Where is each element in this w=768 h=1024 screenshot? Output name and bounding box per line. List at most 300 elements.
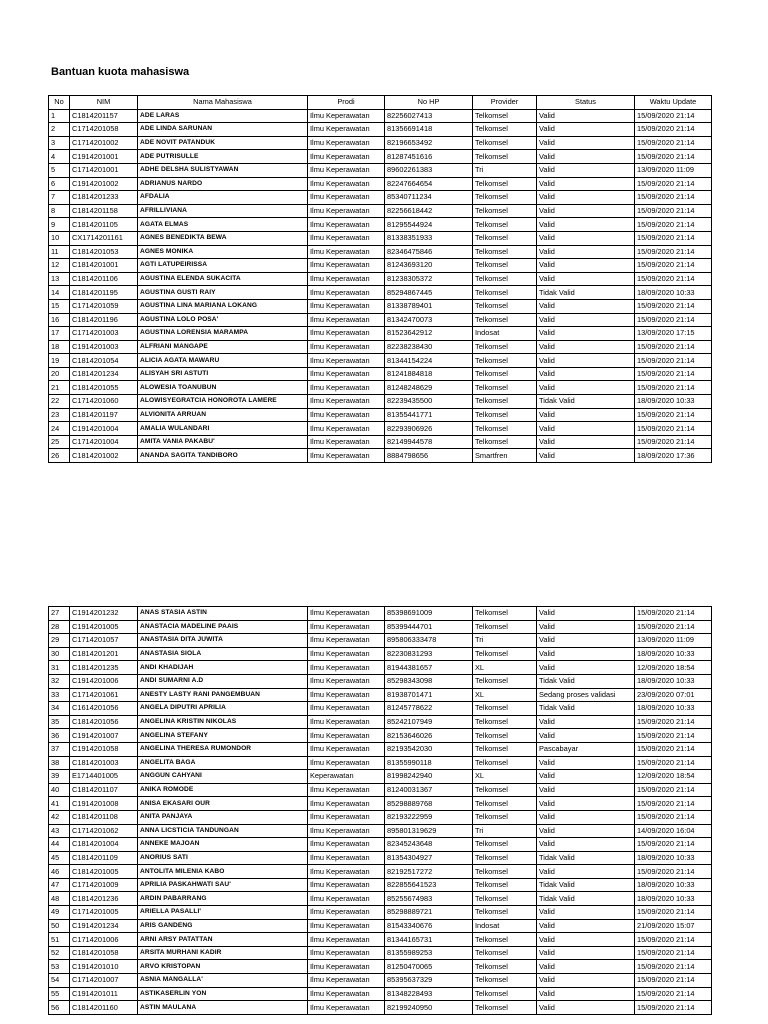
cell-nim: C1814201160 — [70, 1001, 138, 1015]
table-row — [49, 810, 712, 824]
table-row — [49, 702, 712, 716]
cell-nim: C1714201002 — [70, 136, 138, 150]
cell-waktu-update: 15/09/2020 21:14 — [635, 797, 712, 811]
cell-no-hp: 82345243648 — [385, 838, 473, 852]
cell-waktu-update: 14/09/2020 16:04 — [635, 824, 712, 838]
header-status: Status — [537, 96, 635, 110]
cell-nama: ANASTASIA DITA JUWITA — [138, 634, 308, 648]
cell-prodi: Ilmu Keperawatan — [308, 878, 385, 892]
cell-provider: Telkomsel — [473, 906, 537, 920]
table-row — [49, 109, 712, 123]
cell-no: 55 — [49, 987, 70, 1001]
cell-nama: ADE LINDA SARUNAN — [138, 123, 308, 137]
table-body-page-2 — [49, 607, 712, 1015]
cell-waktu-update: 15/09/2020 21:14 — [635, 313, 712, 327]
cell-nim: C1914201002 — [70, 177, 138, 191]
cell-no: 9 — [49, 218, 70, 232]
cell-no: 40 — [49, 783, 70, 797]
cell-status: Tidak Valid — [537, 674, 635, 688]
cell-waktu-update: 15/09/2020 21:14 — [635, 435, 712, 449]
cell-prodi: Ilmu Keperawatan — [308, 688, 385, 702]
cell-provider: Telkomsel — [473, 702, 537, 716]
cell-no: 24 — [49, 422, 70, 436]
cell-no-hp: 81338351933 — [385, 231, 473, 245]
cell-no-hp: 85242107949 — [385, 715, 473, 729]
cell-no: 26 — [49, 449, 70, 463]
table-row — [49, 647, 712, 661]
cell-waktu-update: 13/09/2020 17:15 — [635, 327, 712, 341]
cell-nim: C1914201005 — [70, 620, 138, 634]
cell-prodi: Keperawatan — [308, 770, 385, 784]
cell-nama: AGUSTINA ELENDA SUKACITA — [138, 272, 308, 286]
cell-prodi: Ilmu Keperawatan — [308, 191, 385, 205]
table-row — [49, 661, 712, 675]
cell-no-hp: 8884798656 — [385, 449, 473, 463]
cell-no-hp: 82238238430 — [385, 340, 473, 354]
cell-waktu-update: 18/09/2020 10:33 — [635, 395, 712, 409]
cell-nama: ANESTY LASTY RANI PANGEMBUAN — [138, 688, 308, 702]
cell-waktu-update: 15/09/2020 21:14 — [635, 906, 712, 920]
cell-status: Valid — [537, 435, 635, 449]
cell-no-hp: 81238305372 — [385, 272, 473, 286]
cell-no-hp: 82193542030 — [385, 742, 473, 756]
cell-no-hp: 81342470073 — [385, 313, 473, 327]
cell-prodi: Ilmu Keperawatan — [308, 946, 385, 960]
cell-nama: ADE NOVIT PATANDUK — [138, 136, 308, 150]
cell-waktu-update: 15/09/2020 21:14 — [635, 259, 712, 273]
cell-status: Sedang proses validasi — [537, 688, 635, 702]
table-row — [49, 946, 712, 960]
cell-waktu-update: 12/09/2020 18:54 — [635, 770, 712, 784]
cell-status: Valid — [537, 299, 635, 313]
cell-no: 43 — [49, 824, 70, 838]
cell-nama: AFRILLIVIANA — [138, 204, 308, 218]
cell-provider: Telkomsel — [473, 299, 537, 313]
cell-provider: Telkomsel — [473, 435, 537, 449]
cell-waktu-update: 18/09/2020 17:36 — [635, 449, 712, 463]
cell-prodi: Ilmu Keperawatan — [308, 340, 385, 354]
cell-status: Valid — [537, 163, 635, 177]
cell-no: 35 — [49, 715, 70, 729]
cell-no: 34 — [49, 702, 70, 716]
cell-nim: C1714201061 — [70, 688, 138, 702]
cell-no: 48 — [49, 892, 70, 906]
cell-prodi: Ilmu Keperawatan — [308, 136, 385, 150]
cell-status: Valid — [537, 797, 635, 811]
cell-nim: C1914201004 — [70, 422, 138, 436]
cell-nama: AGUSTINA LINA MARIANA LOKANG — [138, 299, 308, 313]
cell-waktu-update: 15/09/2020 21:14 — [635, 177, 712, 191]
cell-status: Valid — [537, 422, 635, 436]
cell-status: Valid — [537, 946, 635, 960]
cell-waktu-update: 15/09/2020 21:14 — [635, 109, 712, 123]
cell-no-hp: 81250470065 — [385, 960, 473, 974]
cell-nama: ANISA EKASARI OUR — [138, 797, 308, 811]
cell-status: Valid — [537, 245, 635, 259]
cell-provider: Tri — [473, 163, 537, 177]
cell-nama: ADE PUTRISULLE — [138, 150, 308, 164]
cell-nim: C1814201105 — [70, 218, 138, 232]
student-table-page-2 — [48, 606, 712, 1015]
cell-nama: AGUSTINA LOLO POSA' — [138, 313, 308, 327]
cell-status: Valid — [537, 123, 635, 137]
cell-no: 22 — [49, 395, 70, 409]
cell-waktu-update: 18/09/2020 10:33 — [635, 702, 712, 716]
cell-provider: Telkomsel — [473, 136, 537, 150]
cell-status: Tidak Valid — [537, 878, 635, 892]
cell-no-hp: 85395637329 — [385, 974, 473, 988]
cell-no-hp: 895801319629 — [385, 824, 473, 838]
cell-nama: ARIELLA PASALLI' — [138, 906, 308, 920]
cell-no: 19 — [49, 354, 70, 368]
cell-no: 3 — [49, 136, 70, 150]
cell-status: Valid — [537, 272, 635, 286]
cell-no-hp: 81344154224 — [385, 354, 473, 368]
cell-no-hp: 81344165731 — [385, 933, 473, 947]
cell-provider: XL — [473, 770, 537, 784]
cell-provider: Telkomsel — [473, 810, 537, 824]
cell-no: 28 — [49, 620, 70, 634]
cell-no: 25 — [49, 435, 70, 449]
cell-no-hp: 82293906926 — [385, 422, 473, 436]
cell-status: Tidak Valid — [537, 892, 635, 906]
cell-prodi: Ilmu Keperawatan — [308, 742, 385, 756]
cell-prodi: Ilmu Keperawatan — [308, 824, 385, 838]
cell-status: Valid — [537, 259, 635, 273]
table-row — [49, 729, 712, 743]
cell-prodi: Ilmu Keperawatan — [308, 381, 385, 395]
cell-provider: Indosat — [473, 919, 537, 933]
cell-no-hp: 81944381657 — [385, 661, 473, 675]
table-row — [49, 204, 712, 218]
table-row — [49, 987, 712, 1001]
cell-status: Valid — [537, 109, 635, 123]
cell-waktu-update: 15/09/2020 21:14 — [635, 987, 712, 1001]
cell-no: 33 — [49, 688, 70, 702]
cell-no-hp: 81354304927 — [385, 851, 473, 865]
table-row — [49, 715, 712, 729]
cell-nim: C1814201053 — [70, 245, 138, 259]
cell-no: 23 — [49, 408, 70, 422]
cell-provider: Telkomsel — [473, 892, 537, 906]
cell-provider: Telkomsel — [473, 204, 537, 218]
cell-no: 49 — [49, 906, 70, 920]
cell-no: 8 — [49, 204, 70, 218]
cell-nim: C1814201236 — [70, 892, 138, 906]
cell-nim: C1814201158 — [70, 204, 138, 218]
table-row — [49, 742, 712, 756]
cell-provider: Telkomsel — [473, 838, 537, 852]
cell-prodi: Ilmu Keperawatan — [308, 674, 385, 688]
cell-prodi: Ilmu Keperawatan — [308, 647, 385, 661]
cell-nama: ALOWESIA TOANUBUN — [138, 381, 308, 395]
cell-provider: Telkomsel — [473, 218, 537, 232]
cell-waktu-update: 18/09/2020 10:33 — [635, 286, 712, 300]
cell-waktu-update: 15/09/2020 21:14 — [635, 960, 712, 974]
table-row — [49, 906, 712, 920]
cell-no: 29 — [49, 634, 70, 648]
cell-waktu-update: 15/09/2020 21:14 — [635, 231, 712, 245]
cell-nama: ANASTACIA MADELINE PAAIS — [138, 620, 308, 634]
cell-waktu-update: 15/09/2020 21:14 — [635, 354, 712, 368]
cell-status: Valid — [537, 810, 635, 824]
table-row — [49, 218, 712, 232]
cell-nama: APRILIA PASKAHWATI SAU' — [138, 878, 308, 892]
cell-nim: C1814201195 — [70, 286, 138, 300]
cell-waktu-update: 15/09/2020 21:14 — [635, 381, 712, 395]
cell-waktu-update: 18/09/2020 10:33 — [635, 892, 712, 906]
cell-prodi: Ilmu Keperawatan — [308, 919, 385, 933]
table-row — [49, 136, 712, 150]
cell-nama: ASTIN MAULANA — [138, 1001, 308, 1015]
cell-nim: C1914201058 — [70, 742, 138, 756]
cell-status: Valid — [537, 354, 635, 368]
cell-no: 4 — [49, 150, 70, 164]
cell-nim: C1814201201 — [70, 647, 138, 661]
cell-prodi: Ilmu Keperawatan — [308, 620, 385, 634]
cell-nim: C1714201003 — [70, 327, 138, 341]
table-row — [49, 422, 712, 436]
cell-no: 37 — [49, 742, 70, 756]
cell-nama: ANGELINA STEFANY — [138, 729, 308, 743]
cell-nama: ADHE DELSHA SULISTYAWAN — [138, 163, 308, 177]
cell-nama: ANASTASIA SIOLA — [138, 647, 308, 661]
cell-no-hp: 81287451616 — [385, 150, 473, 164]
table-row — [49, 892, 712, 906]
cell-no-hp: 81355989253 — [385, 946, 473, 960]
cell-prodi: Ilmu Keperawatan — [308, 422, 385, 436]
cell-prodi: Ilmu Keperawatan — [308, 354, 385, 368]
cell-waktu-update: 15/09/2020 21:14 — [635, 218, 712, 232]
cell-prodi: Ilmu Keperawatan — [308, 218, 385, 232]
cell-nim: C1814201005 — [70, 865, 138, 879]
table-row — [49, 123, 712, 137]
table-row — [49, 354, 712, 368]
cell-nama: ADE LARAS — [138, 109, 308, 123]
header-no-hp: No HP — [385, 96, 473, 110]
cell-status: Tidak Valid — [537, 851, 635, 865]
cell-prodi: Ilmu Keperawatan — [308, 245, 385, 259]
cell-no-hp: 81240031367 — [385, 783, 473, 797]
cell-no-hp: 81248248629 — [385, 381, 473, 395]
cell-status: Tidak Valid — [537, 395, 635, 409]
table-row — [49, 607, 712, 621]
cell-nama: ALISYAH SRI ASTUTI — [138, 367, 308, 381]
cell-nim: C1814201235 — [70, 661, 138, 675]
cell-no-hp: 82199240950 — [385, 1001, 473, 1015]
cell-no-hp: 81523642912 — [385, 327, 473, 341]
cell-prodi: Ilmu Keperawatan — [308, 163, 385, 177]
cell-nama: AGTI LATUPEIRISSA — [138, 259, 308, 273]
cell-nim: C1914201010 — [70, 960, 138, 974]
table-row — [49, 231, 712, 245]
cell-nama: ANORIUS SATI — [138, 851, 308, 865]
cell-prodi: Ilmu Keperawatan — [308, 987, 385, 1001]
cell-waktu-update: 15/09/2020 21:14 — [635, 974, 712, 988]
cell-no: 53 — [49, 960, 70, 974]
cell-no-hp: 82196653492 — [385, 136, 473, 150]
cell-waktu-update: 15/09/2020 21:14 — [635, 191, 712, 205]
cell-waktu-update: 13/09/2020 11:09 — [635, 163, 712, 177]
cell-no-hp: 82192517272 — [385, 865, 473, 879]
cell-prodi: Ilmu Keperawatan — [308, 313, 385, 327]
cell-status: Valid — [537, 204, 635, 218]
cell-no: 20 — [49, 367, 70, 381]
cell-no: 18 — [49, 340, 70, 354]
cell-nama: AGUSTINA GUSTI RAIY — [138, 286, 308, 300]
table-row — [49, 191, 712, 205]
cell-status: Valid — [537, 661, 635, 675]
header-waktu-update: Waktu Update — [635, 96, 712, 110]
cell-status: Valid — [537, 313, 635, 327]
cell-no-hp: 85294867445 — [385, 286, 473, 300]
cell-no-hp: 81241884818 — [385, 367, 473, 381]
cell-nim: C1814201157 — [70, 109, 138, 123]
cell-provider: Telkomsel — [473, 715, 537, 729]
cell-nim: C1914201008 — [70, 797, 138, 811]
cell-status: Valid — [537, 607, 635, 621]
cell-nama: AGNES BENEDIKTA BEWA — [138, 231, 308, 245]
cell-provider: Smartfren — [473, 449, 537, 463]
cell-no-hp: 81245778622 — [385, 702, 473, 716]
table-row — [49, 865, 712, 879]
cell-no: 32 — [49, 674, 70, 688]
cell-prodi: Ilmu Keperawatan — [308, 1001, 385, 1015]
cell-provider: Telkomsel — [473, 245, 537, 259]
table-row — [49, 395, 712, 409]
cell-provider: Telkomsel — [473, 783, 537, 797]
cell-prodi: Ilmu Keperawatan — [308, 286, 385, 300]
table-row — [49, 674, 712, 688]
cell-nim: C1914201007 — [70, 729, 138, 743]
cell-provider: Telkomsel — [473, 865, 537, 879]
cell-provider: Telkomsel — [473, 272, 537, 286]
table-row — [49, 408, 712, 422]
cell-status: Valid — [537, 150, 635, 164]
cell-nama: ANNEKE MAJOAN — [138, 838, 308, 852]
cell-status: Valid — [537, 715, 635, 729]
cell-prodi: Ilmu Keperawatan — [308, 974, 385, 988]
cell-nim: C1914201006 — [70, 674, 138, 688]
cell-nim: C1914201234 — [70, 919, 138, 933]
cell-prodi: Ilmu Keperawatan — [308, 797, 385, 811]
cell-nama: ARSITA MURHANI KADIR — [138, 946, 308, 960]
cell-provider: Telkomsel — [473, 974, 537, 988]
cell-no: 14 — [49, 286, 70, 300]
cell-nim: CX1714201161 — [70, 231, 138, 245]
cell-no: 46 — [49, 865, 70, 879]
table-row — [49, 367, 712, 381]
table-row — [49, 878, 712, 892]
cell-prodi: Ilmu Keperawatan — [308, 109, 385, 123]
cell-no: 10 — [49, 231, 70, 245]
cell-provider: Telkomsel — [473, 647, 537, 661]
cell-prodi: Ilmu Keperawatan — [308, 408, 385, 422]
cell-prodi: Ilmu Keperawatan — [308, 435, 385, 449]
cell-provider: Telkomsel — [473, 933, 537, 947]
cell-nim: C1814201056 — [70, 715, 138, 729]
cell-no: 7 — [49, 191, 70, 205]
cell-prodi: Ilmu Keperawatan — [308, 715, 385, 729]
table-row — [49, 1001, 712, 1015]
cell-no: 30 — [49, 647, 70, 661]
cell-prodi: Ilmu Keperawatan — [308, 892, 385, 906]
cell-nama: ANGELINA KRISTIN NIKOLAS — [138, 715, 308, 729]
cell-waktu-update: 15/09/2020 21:14 — [635, 933, 712, 947]
cell-nama: ANAS STASIA ASTIN — [138, 607, 308, 621]
cell-waktu-update: 15/09/2020 21:14 — [635, 607, 712, 621]
cell-nama: ANITA PANJAYA — [138, 810, 308, 824]
cell-waktu-update: 21/09/2020 15:07 — [635, 919, 712, 933]
cell-provider: Telkomsel — [473, 340, 537, 354]
cell-prodi: Ilmu Keperawatan — [308, 299, 385, 313]
student-table-page-1 — [48, 95, 712, 463]
table-row — [49, 259, 712, 273]
cell-no-hp: 81356691418 — [385, 123, 473, 137]
cell-provider: Telkomsel — [473, 354, 537, 368]
cell-no: 47 — [49, 878, 70, 892]
cell-no: 17 — [49, 327, 70, 341]
cell-waktu-update: 15/09/2020 21:14 — [635, 340, 712, 354]
cell-no-hp: 82256027413 — [385, 109, 473, 123]
cell-status: Valid — [537, 1001, 635, 1015]
cell-nama: ARDIN PABARRANG — [138, 892, 308, 906]
cell-provider: Telkomsel — [473, 109, 537, 123]
cell-no: 52 — [49, 946, 70, 960]
cell-waktu-update: 18/09/2020 10:33 — [635, 878, 712, 892]
cell-provider: Telkomsel — [473, 408, 537, 422]
cell-provider: Telkomsel — [473, 851, 537, 865]
cell-nama: ANANDA SAGITA TANDIBORO — [138, 449, 308, 463]
cell-waktu-update: 15/09/2020 21:14 — [635, 136, 712, 150]
cell-status: Tidak Valid — [537, 286, 635, 300]
cell-prodi: Ilmu Keperawatan — [308, 150, 385, 164]
cell-waktu-update: 15/09/2020 21:14 — [635, 810, 712, 824]
cell-status: Valid — [537, 933, 635, 947]
cell-prodi: Ilmu Keperawatan — [308, 729, 385, 743]
cell-provider: Telkomsel — [473, 231, 537, 245]
cell-provider: Telkomsel — [473, 729, 537, 743]
cell-waktu-update: 15/09/2020 21:14 — [635, 204, 712, 218]
cell-nama: ANGGUN CAHYANI — [138, 770, 308, 784]
cell-provider: Telkomsel — [473, 150, 537, 164]
cell-no: 5 — [49, 163, 70, 177]
cell-status: Valid — [537, 647, 635, 661]
cell-status: Tidak Valid — [537, 702, 635, 716]
table-row — [49, 933, 712, 947]
cell-prodi: Ilmu Keperawatan — [308, 756, 385, 770]
cell-nim: C1814201106 — [70, 272, 138, 286]
cell-no-hp: 81938701471 — [385, 688, 473, 702]
table-row — [49, 340, 712, 354]
cell-nama: ASNIA MANGALLA' — [138, 974, 308, 988]
header-nama: Nama Mahasiswa — [138, 96, 308, 110]
cell-status: Valid — [537, 865, 635, 879]
cell-nama: AFDALIA — [138, 191, 308, 205]
cell-no-hp: 82346475846 — [385, 245, 473, 259]
table-row — [49, 838, 712, 852]
header-row — [49, 96, 712, 110]
cell-prodi: Ilmu Keperawatan — [308, 367, 385, 381]
table-row — [49, 688, 712, 702]
table-body-page-1 — [49, 109, 712, 462]
cell-status: Valid — [537, 620, 635, 634]
cell-waktu-update: 15/09/2020 21:14 — [635, 729, 712, 743]
cell-no: 13 — [49, 272, 70, 286]
cell-no: 31 — [49, 661, 70, 675]
cell-provider: Telkomsel — [473, 797, 537, 811]
table-row — [49, 449, 712, 463]
